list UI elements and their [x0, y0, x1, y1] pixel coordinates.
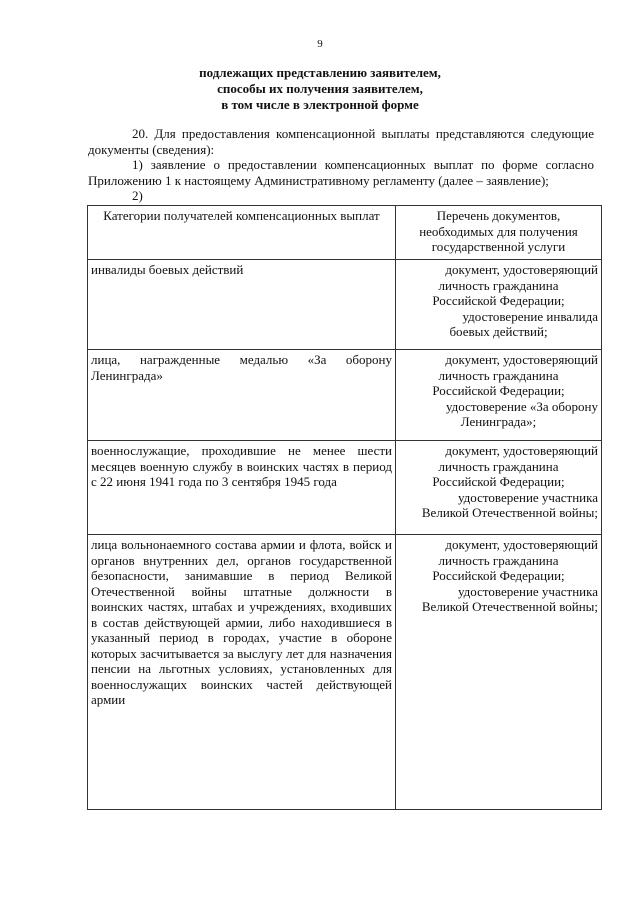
table-row: [88, 350, 602, 441]
document-line: личность гражданина: [438, 367, 559, 383]
category-cell: инвалиды боевых действий: [88, 260, 396, 350]
documents-cell: [396, 350, 602, 441]
header-categories: Категории получателей компенсационных выплат: [88, 206, 396, 260]
heading-line-2: способы их получения заявителем,: [217, 81, 423, 96]
document-line: документ, удостоверяющий: [445, 537, 598, 552]
documents-cell: [396, 260, 602, 350]
documents-table: [87, 205, 602, 810]
document-line: удостоверение участника: [458, 489, 598, 505]
document-line: Российской Федерации;: [432, 568, 565, 583]
document-line: личность гражданина: [438, 458, 559, 474]
documents-cell: [396, 441, 602, 535]
document-line: Великой Отечественной войны;: [421, 505, 598, 520]
document-line: личность гражданина: [438, 552, 559, 568]
category-cell: лица вольнонаемного состава армии и флота, войск и органов внутренних дел, органов государственной безопасности, занимавшие в период Великой Отечественной войны штатные должности в воинских частях, штабах и учреждениях, входивших в состав действующей армии, либо находившиеся в указанный период в городах, участие в обороне которых засчитывается за выслугу лет для назначения пенсии на льготных условиях, установленных для военнослужащих воинских частей действующей армии: [88, 535, 396, 810]
category-cell: лица, награжденные медалью «За оборону Ленинграда»: [88, 350, 396, 441]
page-number: 9: [317, 38, 323, 50]
document-line: удостоверение инвалида: [462, 308, 598, 324]
list-item-1: 1) заявление о предоставлении компенсационных выплат по форме согласно Приложению 1 к настоящему Административному регламенту (далее – заявление);: [88, 157, 594, 188]
table-header-row: [88, 206, 602, 260]
document-line: документ, удостоверяющий: [445, 262, 598, 277]
document-line: удостоверение «За оборону: [445, 398, 598, 414]
document-line: Российской Федерации;: [432, 383, 565, 398]
document-line: Ленинграда»;: [460, 414, 537, 429]
header-documents: Перечень документов, необходимых для получения государственной услуги: [396, 206, 602, 260]
document-line: личность гражданина: [438, 277, 559, 293]
list-item-2: 2): [132, 188, 143, 203]
document-line: удостоверение участника: [458, 583, 598, 599]
document-line: Великой Отечественной войны;: [421, 599, 598, 614]
table-row: [88, 535, 602, 810]
heading-line-3: в том числе в электронной форме: [221, 97, 419, 112]
table-row: [88, 441, 602, 535]
document-line: документ, удостоверяющий: [445, 443, 598, 458]
document-line: боевых действий;: [449, 324, 548, 339]
document-line: Российской Федерации;: [432, 293, 565, 308]
heading-line-1: подлежащих представлению заявителем,: [199, 65, 441, 80]
section-heading: [0, 65, 640, 113]
documents-cell: [396, 535, 602, 810]
body-text: [88, 126, 594, 204]
document-line: документ, удостоверяющий: [445, 352, 598, 367]
document-line: Российской Федерации;: [432, 474, 565, 489]
category-cell: военнослужащие, проходившие не менее шести месяцев военную службу в воинских частях в период с 22 июня 1941 года по 3 сентября 1945 года: [88, 441, 396, 535]
table-row: [88, 260, 602, 350]
paragraph-20: 20. Для предоставления компенсационной выплаты представляются следующие документы (сведения):: [88, 126, 594, 157]
